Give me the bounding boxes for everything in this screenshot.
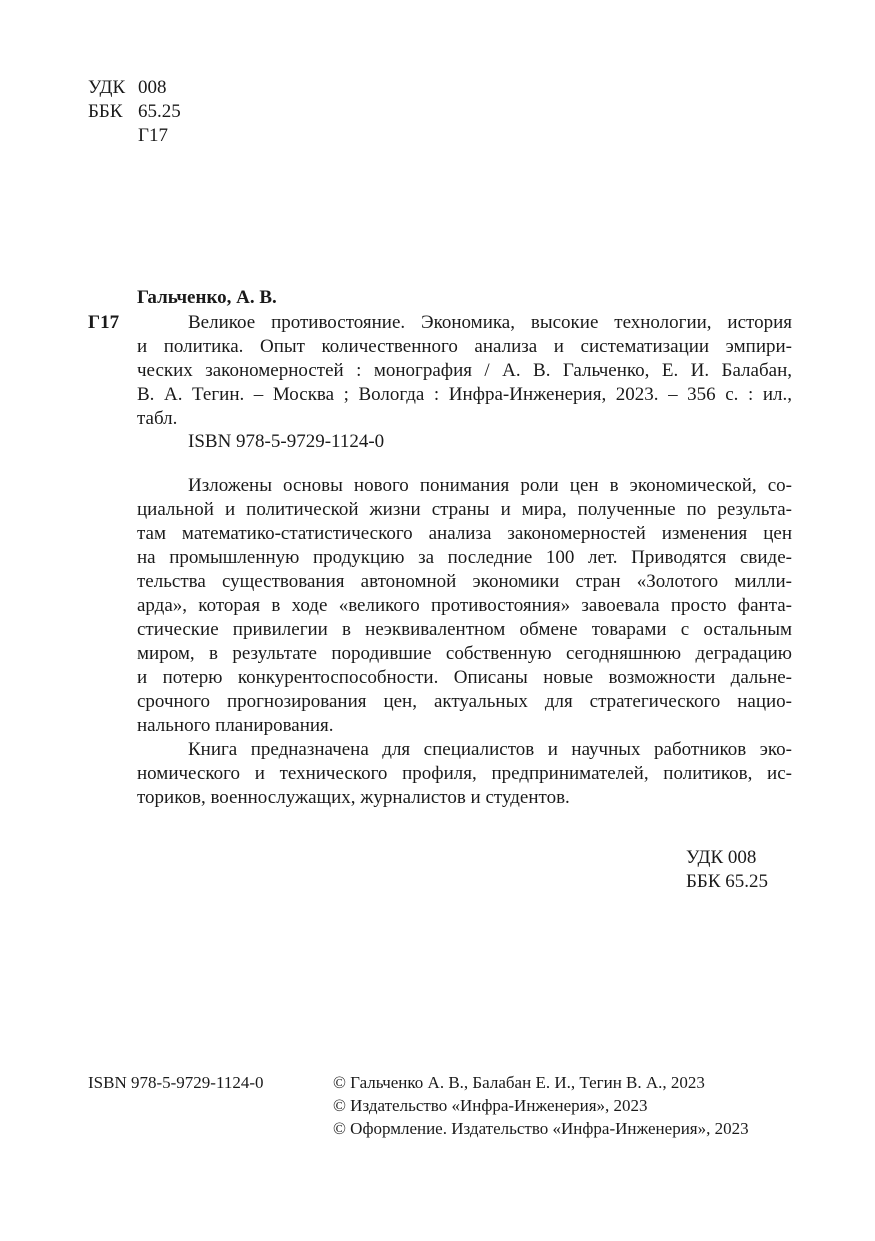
annotation-line: циальной и политической жизни страны и мира, полученные по результа-	[137, 499, 792, 520]
annotation-line: там математико-статистического анализа закономерностей изменения цен	[137, 523, 792, 544]
catalog-author: Гальченко, А. В.	[137, 287, 277, 308]
annotation-line: Книга предназначена для специалистов и научных работников эко-	[188, 739, 792, 760]
catalog-code-mark: Г17	[88, 312, 120, 333]
annotation-line: срочного прогнозирования цен, актуальных для стратегического нацио-	[137, 691, 792, 712]
catalog-line: В. А. Тегин. – Москва ; Вологда : Инфра-Инженерия, 2023. – 356 с. : ил.,	[137, 384, 792, 405]
udk-value: 008	[138, 77, 167, 98]
bbk-top	[88, 100, 181, 124]
bbk-label: ББК	[88, 101, 123, 122]
catalog-line: ческих закономерностей : монография / А. В. Гальченко, Е. И. Балабан,	[137, 360, 792, 381]
udk-label: УДК	[88, 77, 126, 98]
annotation-line: и потерю конкурентоспособности. Описаны новые возможности дальне-	[137, 667, 792, 688]
annotation-line: нального планирования.	[137, 715, 334, 736]
annotation-line: тельства существования автономной экономики стран «Золотого милли-	[137, 571, 792, 592]
catalog-isbn: ISBN 978-5-9729-1124-0	[188, 431, 385, 452]
annotation-line: миром, в результате породившие собственную сегодняшнюю деградацию	[137, 643, 792, 664]
bbk-right: ББК 65.25	[686, 871, 768, 892]
annotation-line: ториков, военнослужащих, журналистов и студентов.	[137, 787, 570, 808]
copyright-line: © Издательство «Инфра-Инженерия», 2023	[333, 1096, 648, 1115]
annotation-line: арда», которая в ходе «великого противостояния» завоевала просто фанта-	[137, 595, 792, 616]
udk-top	[88, 76, 167, 100]
author-mark-value: Г17	[138, 125, 168, 146]
annotation-line: стические привилегии в неэквивалентном обмене товарами с остальным	[137, 619, 792, 640]
author-mark-top	[88, 124, 168, 148]
catalog-line: Великое противостояние. Экономика, высокие технологии, история	[188, 312, 792, 333]
bbk-value: 65.25	[138, 101, 181, 122]
catalog-line: и политика. Опыт количественного анализа и систематизации эмпири-	[137, 336, 792, 357]
catalog-line: табл.	[137, 408, 178, 429]
udk-right: УДК 008	[686, 847, 757, 868]
copyright-line: © Гальченко А. В., Балабан Е. И., Тегин В. А., 2023	[333, 1073, 705, 1092]
copyright-line: © Оформление. Издательство «Инфра-Инженерия», 2023	[333, 1119, 749, 1138]
footer-isbn: ISBN 978-5-9729-1124-0	[88, 1073, 264, 1092]
annotation-line: номического и технического профиля, предпринимателей, политиков, ис-	[137, 763, 792, 784]
annotation-line: на промышленную продукцию за последние 100 лет. Приводятся свиде-	[137, 547, 792, 568]
annotation-line: Изложены основы нового понимания роли цен в экономической, со-	[188, 475, 792, 496]
